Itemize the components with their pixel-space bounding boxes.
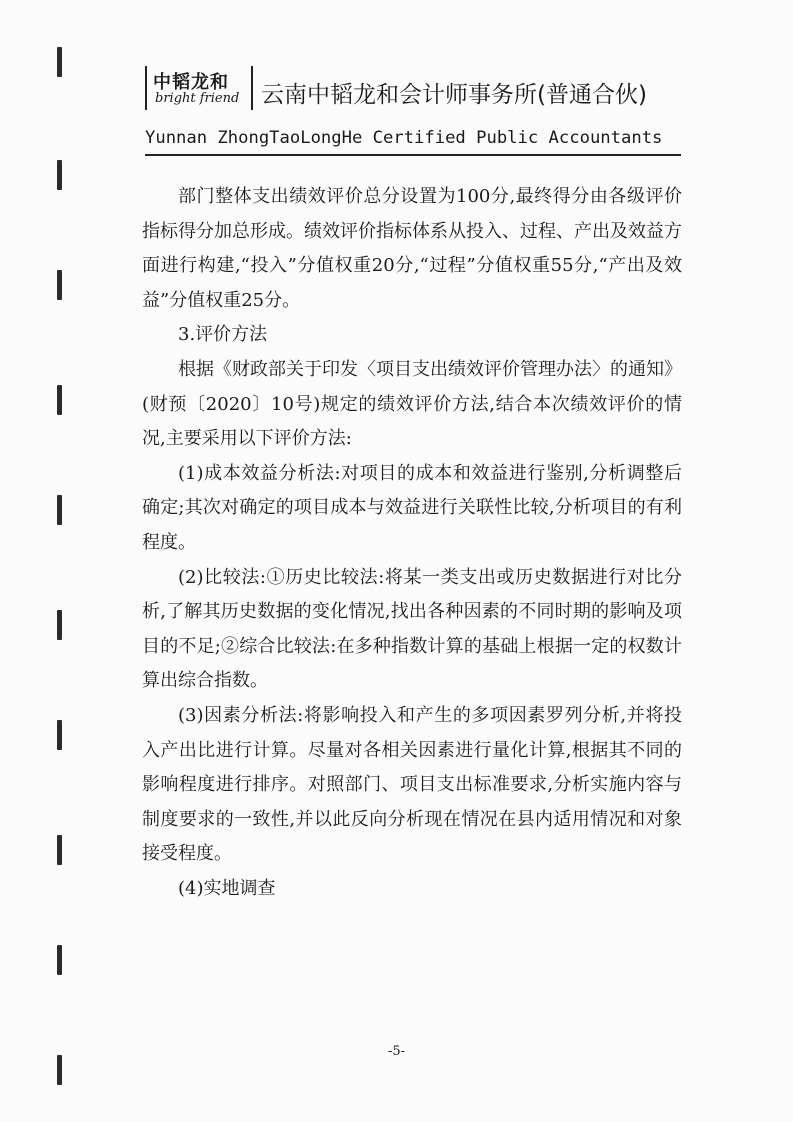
logo-english: bright friend bbox=[155, 91, 240, 106]
firm-name-english: Yunnan ZhongTaoLongHe Certified Public Accountants bbox=[145, 128, 663, 148]
binding-mark bbox=[57, 160, 62, 190]
header-rule bbox=[145, 154, 681, 156]
firm-logo bbox=[145, 66, 253, 110]
binding-mark bbox=[57, 495, 62, 525]
method-cost-benefit: (1)成本效益分析法:对项目的成本和效益进行鉴别,分析调整后确定;其次对确定的项目成本与效益进行关联性比较,分析项目的有利程度。 bbox=[142, 462, 682, 553]
binding-mark bbox=[57, 385, 62, 415]
binding-mark bbox=[57, 1055, 62, 1085]
method-factor-analysis: (3)因素分析法:将影响投入和产生的多项因素罗列分析,并将投入产出比进行计算。尽量对各相关因素进行量化计算,根据其不同的影响程度进行排序。对照部门、项目支出标准要求,分析实施内容与制度要求的一致性,并以此反向分析现在情况在县内适用情况和对象接受程度。 bbox=[142, 704, 682, 865]
binding-mark bbox=[57, 835, 62, 865]
scoring-paragraph: 部门整体支出绩效评价总分设置为100分,最终得分由各级评价指标得分加总形成。绩效评价指标体系从投入、过程、产出及效益方面进行构建,“投入”分值权重20分,“过程”分值权重55分,“产出及效益”分值权重25分。 bbox=[142, 186, 682, 311]
method-comparison: (2)比较法:①历史比较法:将某一类支出或历史数据进行对比分析,了解其历史数据的变化情况,找出各种因素的不同时期的影响及项目的不足;②综合比较法:在多种指数计算的基础上根据一定的权数计算出综合指数。 bbox=[142, 566, 682, 692]
method-intro-paragraph: 根据《财政部关于印发〈项目支出绩效评价管理办法〉的通知》(财预〔2020〕10号)规定的绩效评价方法,结合本次绩效评价的情况,主要采用以下评价方法: bbox=[142, 358, 682, 450]
binding-mark bbox=[57, 270, 62, 300]
firm-name: 云南中韬龙和会计师事务所(普通合伙) bbox=[261, 82, 647, 108]
binding-mark bbox=[57, 610, 62, 640]
logo-chinese: 中韬龙和 bbox=[153, 72, 229, 93]
binding-mark bbox=[57, 720, 62, 750]
binding-mark bbox=[57, 945, 62, 975]
binding-mark bbox=[57, 47, 62, 77]
document-body bbox=[142, 180, 682, 906]
page-number: -5- bbox=[387, 1044, 406, 1059]
section-heading: 3.评价方法 bbox=[178, 324, 268, 346]
method-field-survey: (4)实地调查 bbox=[178, 877, 276, 899]
